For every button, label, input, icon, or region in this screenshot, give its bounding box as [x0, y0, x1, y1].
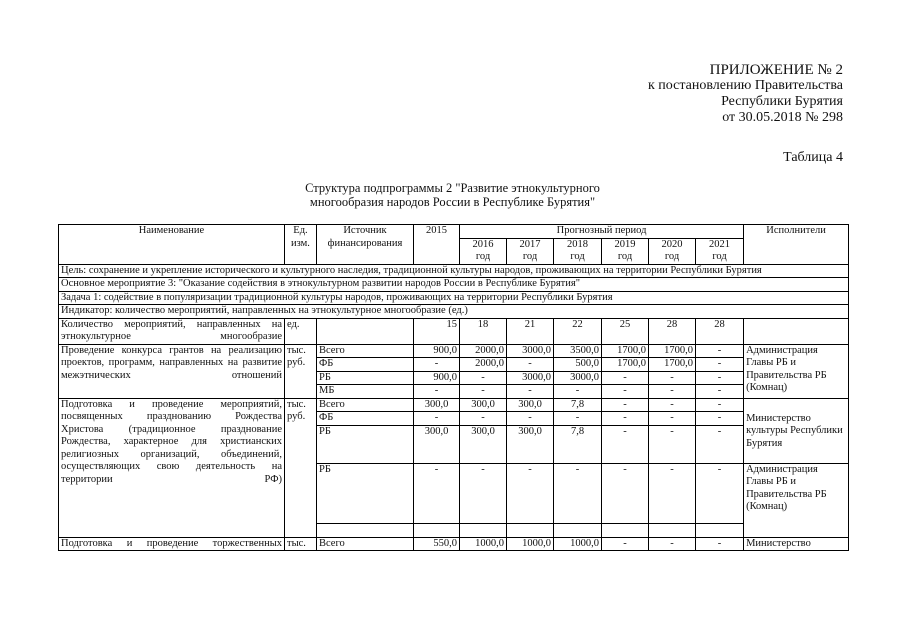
cell-value: -: [460, 385, 507, 399]
cell-value: -: [414, 463, 460, 523]
header-line-4: от 30.05.2018 № 298: [722, 110, 843, 125]
row-source: РБ: [317, 371, 414, 385]
cell-value: 300,0: [460, 425, 507, 463]
appendix-title: ПРИЛОЖЕНИЕ № 2: [709, 62, 843, 78]
cell-value: 2000,0: [460, 358, 507, 372]
cell-value: 25: [602, 318, 649, 344]
row-source: РБ: [317, 463, 414, 523]
goal-text: Цель: сохранение и укрепление исторического и культурного наследия, традиционной культуры народов, проживающих на территории Республики Бурятия: [59, 264, 849, 278]
cell-value: -: [696, 371, 744, 385]
year-label: 2019: [614, 238, 636, 250]
header-row: [59, 225, 849, 239]
cell-value: 15: [414, 318, 460, 344]
row-source: Всего: [317, 344, 414, 358]
col-source-l2: финансирования: [327, 237, 403, 249]
table-number: Таблица 4: [783, 150, 843, 165]
cell-value: 300,0: [414, 425, 460, 463]
table-row: [59, 344, 849, 358]
cell-value: 18: [460, 318, 507, 344]
cell-value: 300,0: [507, 425, 554, 463]
col-source: [317, 225, 414, 265]
row-executor: Администрация Главы РБ и Правительства РБ (Комнац): [744, 344, 849, 398]
year-label: 2017: [519, 238, 541, 250]
cell-empty: [696, 523, 744, 537]
cell-value: -: [696, 537, 744, 551]
col-unit: [285, 225, 317, 265]
cell-value: -: [602, 412, 649, 426]
cell-value: 900,0: [414, 371, 460, 385]
task-text: Задача 1: содействие в популяризации традиционной культуры народов, проживающих на территории Республики Бурятия: [59, 291, 849, 305]
cell-value: 3500,0: [554, 344, 602, 358]
cell-value: 28: [649, 318, 696, 344]
cell-value: 300,0: [414, 398, 460, 412]
cell-value: -: [602, 371, 649, 385]
row-source: [317, 523, 414, 537]
header-line-2: к постановлению Правительства: [647, 78, 843, 93]
cell-value: -: [507, 358, 554, 372]
row-executor: [744, 318, 849, 344]
cell-value: -: [696, 412, 744, 426]
cell-value: 500,0: [554, 358, 602, 372]
cell-value: -: [649, 412, 696, 426]
col-2015: 2015: [414, 225, 460, 265]
row-source: РБ: [317, 425, 414, 463]
col-source-l1: Источник: [343, 225, 387, 236]
col-year: [554, 238, 602, 264]
cell-value: -: [602, 425, 649, 463]
row-unit: [285, 398, 317, 537]
goal-row: [59, 264, 849, 278]
cell-value: 1700,0: [602, 344, 649, 358]
row-source: ФБ: [317, 358, 414, 372]
cell-empty: [602, 523, 649, 537]
cell-value: -: [507, 463, 554, 523]
cell-value: 300,0: [460, 398, 507, 412]
unit-l1: тыс.: [287, 344, 306, 356]
row-source: [317, 318, 414, 344]
god-label: год: [570, 251, 585, 262]
cell-value: -: [507, 412, 554, 426]
col-year: [602, 238, 649, 264]
header-line-3: Республики Бурятия: [721, 94, 843, 109]
structure-table: [58, 224, 849, 551]
cell-value: 2000,0: [460, 344, 507, 358]
cell-value: 3000,0: [554, 371, 602, 385]
indicator-row: [59, 305, 849, 319]
col-year: [507, 238, 554, 264]
table-row: [59, 398, 849, 412]
row-executor: [744, 398, 849, 463]
cell-empty: [554, 523, 602, 537]
unit-l1: тыс.: [287, 398, 306, 410]
cell-value: -: [649, 385, 696, 399]
main-event-row: [59, 278, 849, 292]
row-source: ФБ: [317, 412, 414, 426]
cell-empty: [649, 523, 696, 537]
cell-empty: [460, 523, 507, 537]
col-name: Наименование: [59, 225, 285, 265]
cell-value: 1000,0: [507, 537, 554, 551]
cell-value: 3000,0: [507, 371, 554, 385]
cell-value: -: [602, 463, 649, 523]
cell-value: -: [696, 344, 744, 358]
cell-value: -: [554, 463, 602, 523]
year-label: 2016: [472, 238, 494, 250]
row-name: Подготовка и проведение торжественных: [59, 537, 285, 551]
cell-empty: [507, 523, 554, 537]
god-label: год: [475, 251, 491, 262]
unit-l2: руб.: [287, 411, 306, 422]
cell-value: -: [507, 385, 554, 399]
row-unit: ед.: [285, 318, 317, 344]
cell-value: -: [554, 385, 602, 399]
year-label: 2020: [661, 238, 683, 250]
cell-value: 550,0: [414, 537, 460, 551]
unit-l2: руб.: [287, 357, 306, 368]
cell-empty: [414, 523, 460, 537]
row-source: Всего: [317, 398, 414, 412]
cell-value: 1700,0: [649, 358, 696, 372]
cell-value: 22: [554, 318, 602, 344]
table-row: [59, 318, 849, 344]
cell-value: 900,0: [414, 344, 460, 358]
cell-value: -: [602, 385, 649, 399]
row-source: МБ: [317, 385, 414, 399]
cell-value: 3000,0: [507, 344, 554, 358]
year-label: 2021: [709, 238, 731, 250]
document-title: [0, 181, 905, 209]
cell-value: -: [460, 371, 507, 385]
cell-value: -: [649, 537, 696, 551]
row-unit: [285, 344, 317, 398]
cell-value: -: [696, 425, 744, 463]
cell-value: -: [414, 358, 460, 372]
cell-value: -: [649, 463, 696, 523]
row-name: Проведение конкурса грантов на реализацию проектов, программ, направленных на развитие межэтнических отношений: [59, 344, 285, 398]
god-label: год: [712, 251, 727, 262]
cell-value: -: [460, 463, 507, 523]
cell-value: 300,0: [507, 398, 554, 412]
col-year: [649, 238, 696, 264]
col-unit-l2: изм.: [291, 237, 310, 249]
cell-value: -: [696, 358, 744, 372]
row-name: Количество мероприятий, направленных на этнокультурное многообразие: [59, 318, 285, 344]
god-label: год: [522, 251, 538, 262]
cell-value: -: [696, 385, 744, 399]
cell-value: -: [602, 537, 649, 551]
year-label: 2018: [567, 238, 588, 250]
table-row: [59, 537, 849, 551]
col-forecast: Прогнозный период: [460, 225, 744, 239]
cell-value: 7,8: [554, 398, 602, 412]
executor-text: Министерство культуры Республики Бурятия: [746, 412, 843, 449]
document-header: [648, 62, 843, 126]
main-event-text: Основное мероприятие 3: "Оказание содействия в этнокультурном развитии народов России в Республике Бурятия": [59, 278, 849, 292]
row-executor: Администрация Главы РБ и Правительства РБ (Комнац): [744, 463, 849, 537]
col-unit-l1: Ед.: [293, 225, 308, 236]
cell-value: -: [649, 398, 696, 412]
cell-value: 21: [507, 318, 554, 344]
cell-value: -: [414, 412, 460, 426]
indicator-text: Индикатор: количество мероприятий, направленных на этнокультурное многообразие (ед.): [59, 305, 849, 319]
cell-value: -: [649, 425, 696, 463]
cell-value: -: [554, 412, 602, 426]
cell-value: 1700,0: [649, 344, 696, 358]
title-line-2: многообразия народов России в Республике Бурятия": [309, 195, 596, 209]
cell-value: 1000,0: [460, 537, 507, 551]
cell-value: -: [649, 371, 696, 385]
cell-value: 28: [696, 318, 744, 344]
col-year: [696, 238, 744, 264]
row-unit: тыс.: [285, 537, 317, 551]
row-executor: Министерство: [744, 537, 849, 551]
task-row: [59, 291, 849, 305]
god-label: год: [617, 251, 633, 262]
cell-value: -: [414, 385, 460, 399]
row-name: Подготовка и проведение мероприятий, посвященных празднованию Рождества Христова (традиционное празднование Рождества, характерное для христианских религиозных организаций, объединений, осуществляющих свою деятельность на территории РФ): [59, 398, 285, 537]
cell-value: -: [696, 463, 744, 523]
cell-value: 1700,0: [602, 358, 649, 372]
title-line-1: Структура подпрограммы 2 "Развитие этнокультурного: [305, 181, 600, 195]
cell-value: -: [460, 412, 507, 426]
cell-value: -: [696, 398, 744, 412]
cell-value: 7,8: [554, 425, 602, 463]
row-source: Всего: [317, 537, 414, 551]
col-year: [460, 238, 507, 264]
col-executors: Исполнители: [744, 225, 849, 265]
cell-value: -: [602, 398, 649, 412]
god-label: год: [664, 251, 680, 262]
cell-value: 1000,0: [554, 537, 602, 551]
